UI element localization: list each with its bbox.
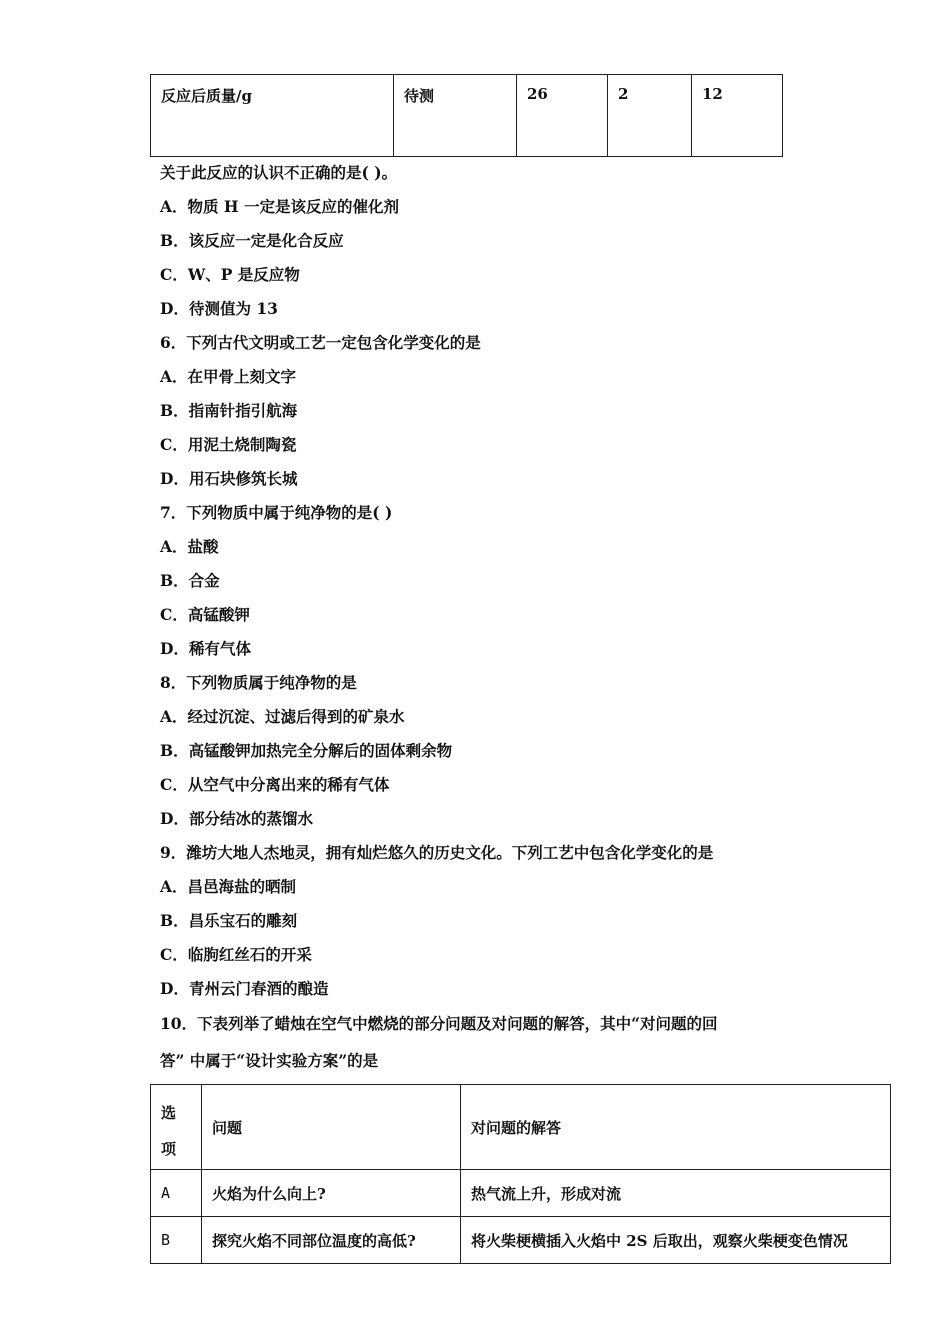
row-option-cell: A <box>151 1170 202 1217</box>
option-text: A．经过沉淀、过滤后得到的矿泉水 <box>160 707 405 726</box>
row-question-cell: 火焰为什么向上? <box>202 1170 461 1217</box>
question-9-stem: 9．潍坊大地人杰地灵，拥有灿烂悠久的历史文化。下列工艺中包含化学变化的是 <box>160 843 714 862</box>
header-cell-answer: 对问题的解答 <box>461 1085 891 1170</box>
option-text: D．稀有气体 <box>160 639 251 658</box>
option-text: D．用石块修筑长城 <box>160 469 298 488</box>
question-10-stem-line2: 答” 中属于“设计实验方案”的是 <box>160 1051 379 1070</box>
option-text: A．在甲骨上刻文字 <box>160 367 297 386</box>
option-text: B．高锰酸钾加热完全分解后的固体剩余物 <box>160 741 453 760</box>
table-row <box>151 1170 891 1217</box>
table-cell: 26 <box>517 75 608 157</box>
option-text: A．物质 H 一定是该反应的催化剂 <box>160 197 399 216</box>
question-5-stem: 关于此反应的认识不正确的是( )。 <box>160 163 398 182</box>
option-text: B．合金 <box>160 571 220 590</box>
option-text: A．盐酸 <box>160 537 219 556</box>
header-option-char-2: 项 <box>161 1140 177 1158</box>
option-text: D．青州云门春酒的酿造 <box>160 979 329 998</box>
option-text: D．待测值为 13 <box>160 299 278 318</box>
row-option-cell: B <box>151 1217 202 1264</box>
table-cell: 12 <box>692 75 783 157</box>
header-option-char-1: 选 <box>161 1104 177 1122</box>
option-text: C．高锰酸钾 <box>160 605 250 624</box>
option-text: B．昌乐宝石的雕刻 <box>160 911 298 930</box>
option-text: C．W、P 是反应物 <box>160 265 300 284</box>
table-cell: 2 <box>608 75 692 157</box>
option-text: D．部分结冰的蒸馏水 <box>160 809 313 828</box>
header-cell-question: 问题 <box>202 1085 461 1170</box>
option-text: C．从空气中分离出来的稀有气体 <box>160 775 390 794</box>
option-text: B．指南针指引航海 <box>160 401 298 420</box>
table-row <box>151 1217 891 1264</box>
question-10-stem-line1: 10．下表列举了蜡烛在空气中燃烧的部分问题及对问题的解答，其中“对问题的回 <box>160 1014 718 1033</box>
table-header-row <box>151 1085 891 1170</box>
table-row <box>151 75 783 157</box>
table-cell: 待测 <box>394 75 517 157</box>
row-answer-cell: 热气流上升，形成对流 <box>461 1170 891 1217</box>
option-text: B．该反应一定是化合反应 <box>160 231 344 250</box>
row-label-cell: 反应后质量/g <box>151 75 394 157</box>
row-answer-cell: 将火柴梗横插入火焰中 2S 后取出，观察火柴梗变色情况 <box>461 1217 891 1264</box>
option-text: A．昌邑海盐的晒制 <box>160 877 297 896</box>
reaction-data-table <box>150 74 783 157</box>
candle-questions-table <box>150 1084 891 1264</box>
row-question-cell: 探究火焰不同部位温度的高低? <box>202 1217 461 1264</box>
header-cell-option <box>151 1085 202 1170</box>
question-8-stem: 8．下列物质属于纯净物的是 <box>160 673 357 692</box>
question-6-stem: 6．下列古代文明或工艺一定包含化学变化的是 <box>160 333 481 352</box>
question-7-stem: 7．下列物质中属于纯净物的是( ) <box>160 503 393 522</box>
option-text: C．用泥土烧制陶瓷 <box>160 435 297 454</box>
option-text: C．临朐红丝石的开采 <box>160 945 312 964</box>
